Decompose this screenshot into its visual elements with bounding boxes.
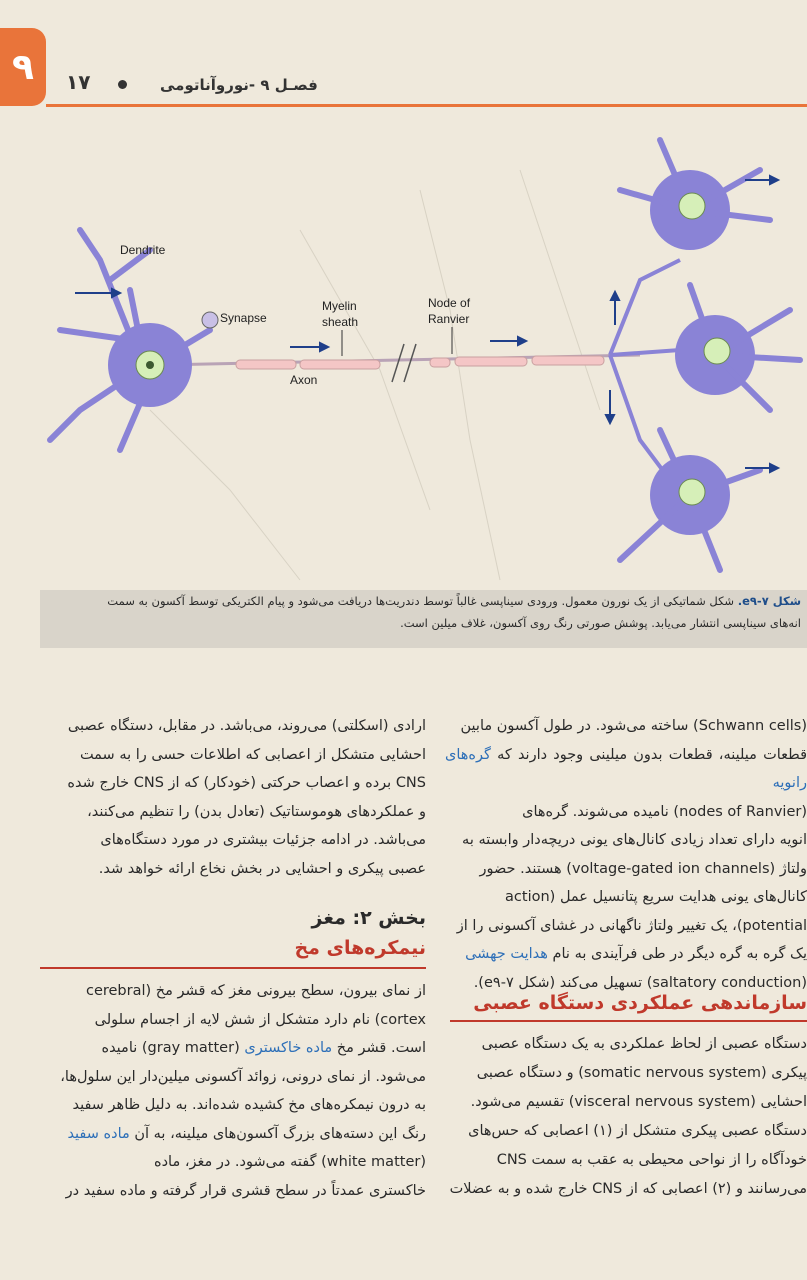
text-line: رنگ این دسته‌های بزرگ آکسون‌های میلینه، به آن <box>134 1125 426 1142</box>
myelin-segment <box>430 358 450 367</box>
text-line: به درون نیمکره‌های مخ کشیده شده‌اند. به دلیل ظاهر سفید <box>72 1097 426 1113</box>
right-column <box>445 712 807 997</box>
text-line: دستگاه عصبی از لحاظ عملکردی به یک دستگاه عصبی <box>481 1036 807 1052</box>
axon <box>160 344 640 382</box>
section-rule <box>450 1020 807 1022</box>
right-column-section <box>445 1030 807 1204</box>
text-line: cortex) نام دارد متشکل از شش لایه از اجسام سلولی <box>94 1011 426 1028</box>
text-line: از نمای بیرون، سطح بیرونی مغز که قشر مخ (cerebral <box>85 983 426 999</box>
myelin-segment <box>455 357 527 366</box>
text-line: قطعات میلینه، قطعات بدون میلینی وجود دارند که <box>497 746 807 763</box>
text-line: انویه دارای تعداد زیادی کانال‌های یونی دریچه‌دار وابسته به <box>462 832 807 848</box>
axon-break <box>392 344 404 382</box>
myelin-segment <box>300 360 380 369</box>
myelin-segment <box>236 360 296 369</box>
label-node-line1: Node of <box>428 296 471 310</box>
text-line: خودآگاه را از نواحی محیطی به عقب به سمت CNS <box>496 1152 807 1168</box>
label-myelin-line1: Myelin <box>322 299 357 313</box>
term-white-matter: ماده سفید <box>67 1125 130 1142</box>
text-line: پیکری (somatic nervous system) و دستگاه عصبی <box>476 1065 807 1081</box>
section-number-heading: بخش ۲: مغز <box>311 907 426 929</box>
text-line: (nodes of Ranvier) نامیده می‌شوند. گره‌های <box>522 803 807 820</box>
term-nodes-of-ranvier: گره‌های رانویه <box>445 746 807 791</box>
text-line: می‌شود. از نمای درونی، زوائد آکسونی میلین‌دار این سلول‌ها، <box>60 1068 426 1085</box>
chapter-number: ۹ <box>12 46 34 88</box>
text-line: احشایی متشکل از اعصابی که اطلاعات حسی را به سمت <box>79 746 426 763</box>
header-bullet <box>118 80 127 89</box>
text-line: کانال‌های یونی هدایت سریع پتانسیل عمل (action <box>505 889 807 905</box>
text-line: CNS برده و اعصاب حرکتی (خودکار) که از CNS خارج شده <box>67 775 426 791</box>
caption-lead: شکل ۷-e۹. <box>737 594 801 608</box>
text-line: می‌باشد. در ادامه جزئیات بیشتری در مورد دستگاه‌های <box>100 832 426 848</box>
section-title-cerebral-hemispheres: نیمکره‌های مخ <box>294 937 426 959</box>
chapter-title: فصـل ۹ -نوروآناتومی <box>160 76 318 94</box>
target-neuron <box>675 285 800 410</box>
text-line: دستگاه عصبی پیکری متشکل از (۱) اعصابی که حس‌های <box>468 1123 807 1139</box>
left-column <box>40 712 426 1205</box>
target-neuron <box>620 430 760 570</box>
header-rule <box>46 104 807 107</box>
term-saltatory-conduction: هدایت جهشی <box>465 946 548 962</box>
figure-caption <box>40 590 807 648</box>
label-axon: Axon <box>290 373 318 387</box>
text-line: خاکستری عمدتاً در سطح قشری قرار گرفته و ماده سفید در <box>65 1182 426 1199</box>
text-line: ارادی (اسکلتی) می‌روند، می‌باشد. در مقابل، دستگاه عصبی <box>67 718 426 734</box>
label-node-line2: Ranvier <box>428 312 470 326</box>
text-line: (gray matter) نامیده <box>101 1040 240 1056</box>
label-synapse: Synapse <box>220 311 267 325</box>
label-myelin-line2: sheath <box>322 315 359 329</box>
background-texture <box>150 170 600 580</box>
section-rule <box>40 967 426 969</box>
term-gray-matter: ماده خاکستری <box>244 1040 333 1056</box>
chapter-tab <box>0 28 46 106</box>
text-line: احشایی (visceral nervous system) تقسیم می‌شود. <box>470 1094 807 1110</box>
caption-line1: شکل شماتیکی از یک نورون معمول. ورودی سیناپسی غالباً توسط دندریت‌ها دریافت می‌شود و پیام الکتریکی توسط آکسون به سمت <box>107 594 735 608</box>
source-neuron <box>50 230 218 450</box>
neuron-figure <box>0 110 807 590</box>
text-line: و عملکردهای هوموستاتیک (تعادل بدن) را تنظیم می‌کنند، <box>87 803 426 820</box>
text-line: potential)، یک تغییر ولتاژ ناگهانی در غشای آکسونی را از <box>456 917 807 934</box>
page-number: ۱۷ <box>66 70 91 94</box>
synapse-bulb <box>202 312 218 328</box>
myelin-segment <box>532 356 604 365</box>
text-line: (white matter) گفته می‌شود. در مغز، ماده <box>153 1154 426 1170</box>
text-line: (Schwann cells) ساخته می‌شود. در طول آکسون مابین <box>460 718 807 734</box>
text-line: یک گره به گره دیگر در طی فرآیندی به نام <box>552 946 807 962</box>
text-line: عصبی پیکری و احشایی در بخش نخاع ارائه خواهد شد. <box>98 860 426 877</box>
label-dendrite: Dendrite <box>120 243 166 257</box>
section-heading-functional-organization: سازماندهی عملکردی دستگاه عصبی <box>473 992 807 1014</box>
text-line: (saltatory conduction) تسهیل می‌کند (شکل ۷-e۹). <box>473 974 807 991</box>
text-line: است. قشر مخ <box>336 1040 426 1056</box>
caption-line2: انه‌های سیناپسی انتشار می‌یابد. پوشش صورتی رنگ روی آکسون، غلاف میلین است. <box>400 616 801 630</box>
target-neuron <box>620 140 770 250</box>
text-line: می‌رسانند و (۲) اعصابی که از CNS خارج شده و به عضلات <box>449 1181 807 1197</box>
text-line: ولتاژ (voltage-gated ion channels) هستند. حضور <box>479 860 807 877</box>
